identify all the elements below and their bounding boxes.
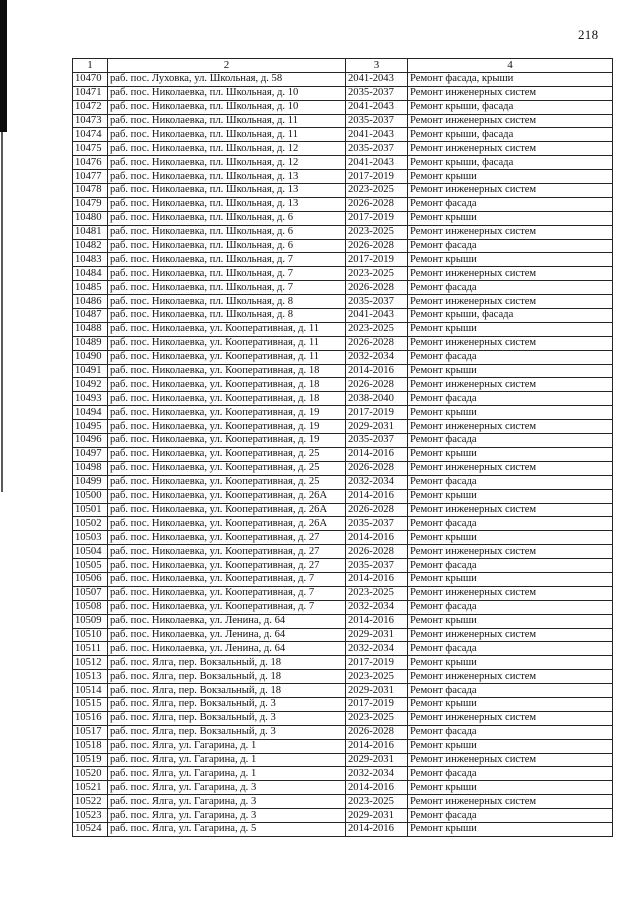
address-cell: раб. пос. Николаевка, пл. Школьная, д. 10 xyxy=(108,100,346,114)
work-type-cell: Ремонт инженерных систем xyxy=(408,461,613,475)
work-type-cell: Ремонт крыши xyxy=(408,406,613,420)
work-type-cell: Ремонт крыши xyxy=(408,322,613,336)
address-cell: раб. пос. Ялга, пер. Вокзальный, д. 3 xyxy=(108,725,346,739)
row-number-cell: 10517 xyxy=(73,725,108,739)
work-type-cell: Ремонт крыши xyxy=(408,822,613,836)
period-cell: 2032-2034 xyxy=(346,767,408,781)
period-cell: 2032-2034 xyxy=(346,642,408,656)
work-type-cell: Ремонт фасада xyxy=(408,725,613,739)
work-type-cell: Ремонт фасада xyxy=(408,281,613,295)
row-number-cell: 10476 xyxy=(73,156,108,170)
period-cell: 2014-2016 xyxy=(346,572,408,586)
table-row xyxy=(73,545,613,559)
column-header-4: 4 xyxy=(408,59,613,73)
address-cell: раб. пос. Николаевка, ул. Ленина, д. 64 xyxy=(108,614,346,628)
row-number-cell: 10485 xyxy=(73,281,108,295)
address-cell: раб. пос. Николаевка, ул. Кооперативная, д. 25 xyxy=(108,461,346,475)
period-cell: 2023-2025 xyxy=(346,795,408,809)
period-cell: 2017-2019 xyxy=(346,211,408,225)
address-cell: раб. пос. Николаевка, ул. Кооперативная, д. 11 xyxy=(108,336,346,350)
table-row xyxy=(73,697,613,711)
period-cell: 2026-2028 xyxy=(346,725,408,739)
row-number-cell: 10524 xyxy=(73,822,108,836)
table-row xyxy=(73,239,613,253)
table-row xyxy=(73,225,613,239)
work-type-cell: Ремонт крыши xyxy=(408,781,613,795)
table-row xyxy=(73,670,613,684)
row-number-cell: 10475 xyxy=(73,142,108,156)
period-cell: 2041-2043 xyxy=(346,309,408,323)
period-cell: 2023-2025 xyxy=(346,225,408,239)
period-cell: 2035-2037 xyxy=(346,517,408,531)
period-cell: 2026-2028 xyxy=(346,378,408,392)
row-number-cell: 10505 xyxy=(73,559,108,573)
row-number-cell: 10501 xyxy=(73,503,108,517)
table-row xyxy=(73,72,613,86)
period-cell: 2014-2016 xyxy=(346,364,408,378)
work-type-cell: Ремонт инженерных систем xyxy=(408,503,613,517)
period-cell: 2029-2031 xyxy=(346,753,408,767)
table-row xyxy=(73,822,613,836)
row-number-cell: 10512 xyxy=(73,656,108,670)
period-cell: 2032-2034 xyxy=(346,600,408,614)
work-type-cell: Ремонт крыши, фасада xyxy=(408,100,613,114)
period-cell: 2029-2031 xyxy=(346,809,408,823)
row-number-cell: 10480 xyxy=(73,211,108,225)
address-cell: раб. пос. Николаевка, пл. Школьная, д. 13 xyxy=(108,197,346,211)
address-cell: раб. пос. Ялга, ул. Гагарина, д. 3 xyxy=(108,795,346,809)
address-cell: раб. пос. Николаевка, пл. Школьная, д. 6 xyxy=(108,239,346,253)
work-type-cell: Ремонт крыши xyxy=(408,697,613,711)
row-number-cell: 10514 xyxy=(73,684,108,698)
period-cell: 2026-2028 xyxy=(346,503,408,517)
table-row xyxy=(73,475,613,489)
address-cell: раб. пос. Николаевка, пл. Школьная, д. 6 xyxy=(108,225,346,239)
row-number-cell: 10482 xyxy=(73,239,108,253)
address-cell: раб. пос. Николаевка, ул. Кооперативная, д. 19 xyxy=(108,406,346,420)
address-cell: раб. пос. Николаевка, пл. Школьная, д. 11 xyxy=(108,114,346,128)
address-cell: раб. пос. Ялга, ул. Гагарина, д. 1 xyxy=(108,739,346,753)
address-cell: раб. пос. Ялга, пер. Вокзальный, д. 18 xyxy=(108,670,346,684)
work-type-cell: Ремонт фасада xyxy=(408,559,613,573)
page-number: 218 xyxy=(578,27,599,42)
work-type-cell: Ремонт фасада xyxy=(408,600,613,614)
row-number-cell: 10497 xyxy=(73,447,108,461)
table-row xyxy=(73,517,613,531)
column-header-3: 3 xyxy=(346,59,408,73)
address-cell: раб. пос. Николаевка, ул. Кооперативная, д. 19 xyxy=(108,434,346,448)
table-row xyxy=(73,572,613,586)
address-cell: раб. пос. Николаевка, ул. Ленина, д. 64 xyxy=(108,642,346,656)
row-number-cell: 10502 xyxy=(73,517,108,531)
address-cell: раб. пос. Николаевка, ул. Кооперативная, д. 18 xyxy=(108,392,346,406)
period-cell: 2032-2034 xyxy=(346,350,408,364)
row-number-cell: 10522 xyxy=(73,795,108,809)
period-cell: 2041-2043 xyxy=(346,156,408,170)
table-row xyxy=(73,781,613,795)
period-cell: 2023-2025 xyxy=(346,670,408,684)
work-type-cell: Ремонт инженерных систем xyxy=(408,545,613,559)
address-cell: раб. пос. Николаевка, пл. Школьная, д. 11 xyxy=(108,128,346,142)
row-number-cell: 10492 xyxy=(73,378,108,392)
address-cell: раб. пос. Николаевка, пл. Школьная, д. 7 xyxy=(108,253,346,267)
work-type-cell: Ремонт инженерных систем xyxy=(408,711,613,725)
table-row xyxy=(73,100,613,114)
work-type-cell: Ремонт фасада xyxy=(408,684,613,698)
period-cell: 2023-2025 xyxy=(346,711,408,725)
work-type-cell: Ремонт фасада xyxy=(408,350,613,364)
row-number-cell: 10478 xyxy=(73,184,108,198)
table-row xyxy=(73,184,613,198)
table-row xyxy=(73,406,613,420)
period-cell: 2014-2016 xyxy=(346,489,408,503)
row-number-cell: 10494 xyxy=(73,406,108,420)
table-row xyxy=(73,392,613,406)
period-cell: 2023-2025 xyxy=(346,586,408,600)
table-row xyxy=(73,739,613,753)
address-cell: раб. пос. Ялга, ул. Гагарина, д. 3 xyxy=(108,809,346,823)
period-cell: 2017-2019 xyxy=(346,697,408,711)
row-number-cell: 10496 xyxy=(73,434,108,448)
work-type-cell: Ремонт крыши xyxy=(408,364,613,378)
work-type-cell: Ремонт крыши xyxy=(408,211,613,225)
table-row xyxy=(73,336,613,350)
row-number-cell: 10508 xyxy=(73,600,108,614)
period-cell: 2041-2043 xyxy=(346,100,408,114)
period-cell: 2026-2028 xyxy=(346,545,408,559)
row-number-cell: 10510 xyxy=(73,628,108,642)
work-type-cell: Ремонт крыши xyxy=(408,170,613,184)
period-cell: 2035-2037 xyxy=(346,559,408,573)
period-cell: 2026-2028 xyxy=(346,281,408,295)
work-type-cell: Ремонт крыши, фасада xyxy=(408,156,613,170)
address-cell: раб. пос. Николаевка, ул. Кооперативная, д. 11 xyxy=(108,350,346,364)
work-type-cell: Ремонт фасада xyxy=(408,434,613,448)
row-number-cell: 10473 xyxy=(73,114,108,128)
work-type-cell: Ремонт инженерных систем xyxy=(408,420,613,434)
work-type-cell: Ремонт крыши xyxy=(408,489,613,503)
row-number-cell: 10516 xyxy=(73,711,108,725)
period-cell: 2029-2031 xyxy=(346,684,408,698)
table-row xyxy=(73,197,613,211)
work-type-cell: Ремонт фасада xyxy=(408,642,613,656)
address-cell: раб. пос. Николаевка, ул. Кооперативная, д. 25 xyxy=(108,475,346,489)
row-number-cell: 10490 xyxy=(73,350,108,364)
row-number-cell: 10472 xyxy=(73,100,108,114)
table-row xyxy=(73,447,613,461)
period-cell: 2023-2025 xyxy=(346,267,408,281)
period-cell: 2014-2016 xyxy=(346,447,408,461)
work-type-cell: Ремонт инженерных систем xyxy=(408,114,613,128)
row-number-cell: 10519 xyxy=(73,753,108,767)
period-cell: 2014-2016 xyxy=(346,531,408,545)
table-row xyxy=(73,211,613,225)
row-number-cell: 10471 xyxy=(73,86,108,100)
work-type-cell: Ремонт крыши xyxy=(408,253,613,267)
period-cell: 2032-2034 xyxy=(346,475,408,489)
row-number-cell: 10500 xyxy=(73,489,108,503)
table-row xyxy=(73,170,613,184)
row-number-cell: 10518 xyxy=(73,739,108,753)
table-row xyxy=(73,684,613,698)
row-number-cell: 10493 xyxy=(73,392,108,406)
address-cell: раб. пос. Ялга, пер. Вокзальный, д. 18 xyxy=(108,656,346,670)
address-cell: раб. пос. Ялга, ул. Гагарина, д. 1 xyxy=(108,753,346,767)
table-row xyxy=(73,128,613,142)
table-row xyxy=(73,559,613,573)
address-cell: раб. пос. Николаевка, ул. Кооперативная, д. 27 xyxy=(108,531,346,545)
work-type-cell: Ремонт инженерных систем xyxy=(408,267,613,281)
period-cell: 2017-2019 xyxy=(346,406,408,420)
table-row xyxy=(73,420,613,434)
table-row xyxy=(73,364,613,378)
address-cell: раб. пос. Ялга, пер. Вокзальный, д. 3 xyxy=(108,697,346,711)
table-row xyxy=(73,434,613,448)
table-row xyxy=(73,767,613,781)
table-row xyxy=(73,295,613,309)
period-cell: 2014-2016 xyxy=(346,822,408,836)
address-cell: раб. пос. Николаевка, ул. Кооперативная, д. 11 xyxy=(108,322,346,336)
address-cell: раб. пос. Николаевка, ул. Кооперативная, д. 7 xyxy=(108,600,346,614)
address-cell: раб. пос. Николаевка, пл. Школьная, д. 12 xyxy=(108,142,346,156)
period-cell: 2014-2016 xyxy=(346,614,408,628)
work-type-cell: Ремонт фасада xyxy=(408,239,613,253)
table-row xyxy=(73,795,613,809)
table-row xyxy=(73,600,613,614)
row-number-cell: 10511 xyxy=(73,642,108,656)
work-type-cell: Ремонт инженерных систем xyxy=(408,628,613,642)
address-cell: раб. пос. Ялга, ул. Гагарина, д. 1 xyxy=(108,767,346,781)
address-cell: раб. пос. Николаевка, ул. Кооперативная, д. 7 xyxy=(108,586,346,600)
work-type-cell: Ремонт инженерных систем xyxy=(408,184,613,198)
work-type-cell: Ремонт фасада xyxy=(408,809,613,823)
work-type-cell: Ремонт инженерных систем xyxy=(408,225,613,239)
work-type-cell: Ремонт инженерных систем xyxy=(408,795,613,809)
table-row xyxy=(73,142,613,156)
table-row xyxy=(73,461,613,475)
period-cell: 2038-2040 xyxy=(346,392,408,406)
address-cell: раб. пос. Николаевка, ул. Кооперативная, д. 27 xyxy=(108,559,346,573)
address-cell: раб. пос. Николаевка, пл. Школьная, д. 8 xyxy=(108,295,346,309)
row-number-cell: 10507 xyxy=(73,586,108,600)
table-row xyxy=(73,753,613,767)
row-number-cell: 10523 xyxy=(73,809,108,823)
period-cell: 2023-2025 xyxy=(346,184,408,198)
table-row xyxy=(73,281,613,295)
table-row xyxy=(73,309,613,323)
row-number-cell: 10486 xyxy=(73,295,108,309)
work-type-cell: Ремонт крыши xyxy=(408,572,613,586)
period-cell: 2026-2028 xyxy=(346,461,408,475)
address-cell: раб. пос. Ялга, пер. Вокзальный, д. 18 xyxy=(108,684,346,698)
scan-edge-shadow xyxy=(0,0,7,132)
work-type-cell: Ремонт фасада xyxy=(408,517,613,531)
work-type-cell: Ремонт фасада xyxy=(408,475,613,489)
work-type-cell: Ремонт инженерных систем xyxy=(408,670,613,684)
table-body xyxy=(73,72,613,836)
table-row xyxy=(73,267,613,281)
table-row xyxy=(73,642,613,656)
work-type-cell: Ремонт крыши xyxy=(408,656,613,670)
period-cell: 2041-2043 xyxy=(346,128,408,142)
address-cell: раб. пос. Николаевка, ул. Кооперативная, д. 18 xyxy=(108,364,346,378)
row-number-cell: 10484 xyxy=(73,267,108,281)
period-cell: 2035-2037 xyxy=(346,434,408,448)
table-row xyxy=(73,322,613,336)
row-number-cell: 10470 xyxy=(73,72,108,86)
period-cell: 2035-2037 xyxy=(346,114,408,128)
address-cell: раб. пос. Николаевка, ул. Кооперативная, д. 26А xyxy=(108,489,346,503)
row-number-cell: 10520 xyxy=(73,767,108,781)
work-type-cell: Ремонт фасада xyxy=(408,392,613,406)
row-number-cell: 10498 xyxy=(73,461,108,475)
work-type-cell: Ремонт фасада xyxy=(408,197,613,211)
period-cell: 2035-2037 xyxy=(346,295,408,309)
row-number-cell: 10491 xyxy=(73,364,108,378)
period-cell: 2035-2037 xyxy=(346,86,408,100)
header-row xyxy=(73,59,613,73)
work-type-cell: Ремонт инженерных систем xyxy=(408,586,613,600)
table-row xyxy=(73,86,613,100)
work-type-cell: Ремонт крыши xyxy=(408,614,613,628)
column-header-2: 2 xyxy=(108,59,346,73)
work-type-cell: Ремонт инженерных систем xyxy=(408,336,613,350)
work-type-cell: Ремонт инженерных систем xyxy=(408,378,613,392)
period-cell: 2029-2031 xyxy=(346,628,408,642)
address-cell: раб. пос. Николаевка, пл. Школьная, д. 6 xyxy=(108,211,346,225)
table-row xyxy=(73,489,613,503)
table-row xyxy=(73,711,613,725)
period-cell: 2014-2016 xyxy=(346,781,408,795)
address-cell: раб. пос. Николаевка, ул. Кооперативная, д. 7 xyxy=(108,572,346,586)
period-cell: 2014-2016 xyxy=(346,739,408,753)
work-type-cell: Ремонт крыши xyxy=(408,739,613,753)
address-cell: раб. пос. Николаевка, ул. Кооперативная, д. 19 xyxy=(108,420,346,434)
period-cell: 2035-2037 xyxy=(346,142,408,156)
work-type-cell: Ремонт крыши, фасада xyxy=(408,309,613,323)
table-row xyxy=(73,156,613,170)
table-row xyxy=(73,350,613,364)
work-type-cell: Ремонт фасада xyxy=(408,767,613,781)
address-cell: раб. пос. Луховка, ул. Школьная, д. 58 xyxy=(108,72,346,86)
work-type-cell: Ремонт крыши xyxy=(408,531,613,545)
row-number-cell: 10479 xyxy=(73,197,108,211)
table-row xyxy=(73,586,613,600)
period-cell: 2041-2043 xyxy=(346,72,408,86)
period-cell: 2017-2019 xyxy=(346,656,408,670)
table-row xyxy=(73,809,613,823)
row-number-cell: 10487 xyxy=(73,309,108,323)
row-number-cell: 10489 xyxy=(73,336,108,350)
table-row xyxy=(73,114,613,128)
period-cell: 2029-2031 xyxy=(346,420,408,434)
address-cell: раб. пос. Николаевка, ул. Кооперативная, д. 27 xyxy=(108,545,346,559)
address-cell: раб. пос. Николаевка, пл. Школьная, д. 10 xyxy=(108,86,346,100)
address-cell: раб. пос. Николаевка, пл. Школьная, д. 12 xyxy=(108,156,346,170)
repair-schedule-table xyxy=(72,58,613,837)
table-header xyxy=(73,59,613,73)
work-type-cell: Ремонт инженерных систем xyxy=(408,753,613,767)
work-type-cell: Ремонт крыши, фасада xyxy=(408,128,613,142)
row-number-cell: 10513 xyxy=(73,670,108,684)
period-cell: 2026-2028 xyxy=(346,239,408,253)
table-row xyxy=(73,614,613,628)
row-number-cell: 10499 xyxy=(73,475,108,489)
period-cell: 2023-2025 xyxy=(346,322,408,336)
address-cell: раб. пос. Ялга, ул. Гагарина, д. 5 xyxy=(108,822,346,836)
row-number-cell: 10483 xyxy=(73,253,108,267)
row-number-cell: 10474 xyxy=(73,128,108,142)
scan-edge-line xyxy=(1,132,3,492)
table-row xyxy=(73,656,613,670)
table-row xyxy=(73,628,613,642)
column-header-1: 1 xyxy=(73,59,108,73)
address-cell: раб. пос. Николаевка, ул. Кооперативная, д. 25 xyxy=(108,447,346,461)
table-row xyxy=(73,725,613,739)
row-number-cell: 10481 xyxy=(73,225,108,239)
period-cell: 2026-2028 xyxy=(346,336,408,350)
row-number-cell: 10515 xyxy=(73,697,108,711)
table-row xyxy=(73,531,613,545)
period-cell: 2026-2028 xyxy=(346,197,408,211)
address-cell: раб. пос. Николаевка, ул. Кооперативная, д. 26А xyxy=(108,517,346,531)
address-cell: раб. пос. Ялга, ул. Гагарина, д. 3 xyxy=(108,781,346,795)
table-row xyxy=(73,253,613,267)
address-cell: раб. пос. Николаевка, ул. Кооперативная, д. 26А xyxy=(108,503,346,517)
address-cell: раб. пос. Николаевка, пл. Школьная, д. 8 xyxy=(108,309,346,323)
address-cell: раб. пос. Николаевка, пл. Школьная, д. 13 xyxy=(108,170,346,184)
period-cell: 2017-2019 xyxy=(346,170,408,184)
table-row xyxy=(73,378,613,392)
table-row xyxy=(73,503,613,517)
address-cell: раб. пос. Николаевка, пл. Школьная, д. 7 xyxy=(108,281,346,295)
address-cell: раб. пос. Николаевка, ул. Ленина, д. 64 xyxy=(108,628,346,642)
work-type-cell: Ремонт инженерных систем xyxy=(408,295,613,309)
row-number-cell: 10503 xyxy=(73,531,108,545)
address-cell: раб. пос. Николаевка, пл. Школьная, д. 13 xyxy=(108,184,346,198)
address-cell: раб. пос. Николаевка, ул. Кооперативная, д. 18 xyxy=(108,378,346,392)
row-number-cell: 10506 xyxy=(73,572,108,586)
work-type-cell: Ремонт инженерных систем xyxy=(408,86,613,100)
row-number-cell: 10488 xyxy=(73,322,108,336)
row-number-cell: 10509 xyxy=(73,614,108,628)
row-number-cell: 10495 xyxy=(73,420,108,434)
row-number-cell: 10504 xyxy=(73,545,108,559)
work-type-cell: Ремонт фасада, крыши xyxy=(408,72,613,86)
row-number-cell: 10521 xyxy=(73,781,108,795)
address-cell: раб. пос. Николаевка, пл. Школьная, д. 7 xyxy=(108,267,346,281)
work-type-cell: Ремонт инженерных систем xyxy=(408,142,613,156)
work-type-cell: Ремонт крыши xyxy=(408,447,613,461)
address-cell: раб. пос. Ялга, пер. Вокзальный, д. 3 xyxy=(108,711,346,725)
period-cell: 2017-2019 xyxy=(346,253,408,267)
row-number-cell: 10477 xyxy=(73,170,108,184)
